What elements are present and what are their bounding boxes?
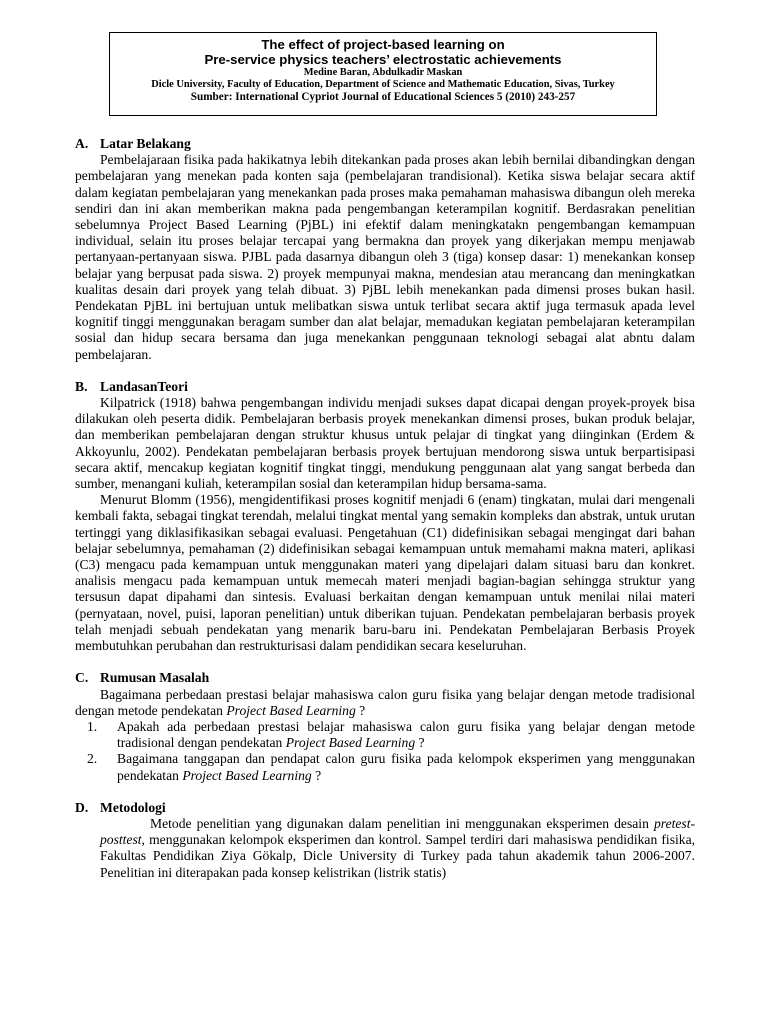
section-b-title: LandasanTeori (100, 378, 188, 394)
section-d-heading (75, 800, 695, 816)
section-c-heading (75, 670, 695, 686)
paper-title-line-2: Pre-service physics teachers’ electrostatic achievements (204, 52, 562, 67)
pretest-posttest-term: pretest-posttest (100, 815, 696, 848)
section-a-title: Latar Belakang (100, 136, 191, 151)
paper-affiliation: Dicle University, Faculty of Education, Department of Science and Mathematic Education, Sivas, Turkey (151, 79, 615, 90)
section-d-text-start: Metode penelitian yang digunakan dalam penelitian ini menggunakan eksperimen desain (150, 815, 649, 831)
list-item (75, 751, 695, 783)
section-c-intro (75, 687, 695, 719)
question-mark: ? (311, 767, 322, 783)
section-b-paragraph-1: Kilpatrick (1918) bahwa pengembangan individu menjadi sukses dapat dicapai dengan proyek-proyek bisa dilakukan oleh peserta didik. Pembelajaran berbasis proyek menekankan dimensi proses, bukan produk belajar, dan memberikan pembelajaran dengan struktur khusus untuk pelajar di tingkat yang diinginkan (Erdem & Akkoyunlu, 2002). Pendekatan pembelajaran berbasis proyek bertujuan mendorong siswa untuk berpartisipasi secara aktif, mencakup kegiatan kognitif tingkat tinggi, mendukung penggunaan alat yang sangat berbeda dan sumber, menangani kuliah, keterampilan sosial dan keterampilan hidup bersama-sama. (75, 395, 695, 492)
list-item (75, 719, 695, 751)
research-questions-list (75, 719, 695, 784)
section-b-heading (75, 379, 695, 395)
pbl-term: Project Based Learning (182, 767, 312, 783)
section-c-intro-text: Bagaimana perbedaan prestasi belajar mahasiswa calon guru fisika yang belajar dengan metode tradisional dengan metode pendekatan (75, 686, 695, 718)
section-c-letter: C. (75, 670, 89, 686)
question-1-number: 1. (87, 718, 98, 734)
section-d-paragraph (75, 816, 695, 881)
pbl-term: Project Based Learning (285, 735, 416, 751)
paper-source: Sumber: International Cypriot Journal of Educational Sciences 5 (2010) 243-257 (190, 91, 576, 103)
pbl-term: Project Based Learning (226, 702, 356, 718)
section-d-title: Metodologi (100, 799, 166, 815)
section-d-letter: D. (75, 799, 89, 815)
section-c-title: Rumusan Masalah (100, 670, 210, 686)
question-mark: ? (355, 702, 366, 718)
paper-citation-box (109, 32, 657, 116)
paper-title-line-1: The effect of project-based learning on (261, 37, 505, 52)
section-d-text-rest: , menggunakan kelompok eksperimen dan kontrol. Sampel terdiri dari mahasiswa pendidikan fisika, Fakultas Pendidikan Ziya Gökalp, Dicle University di Turkey pada tahun akademik tahun 2006-2007. Penelitian ini diterapakan pada konsep kelistrikan (listrik statis) (100, 832, 695, 880)
question-mark: ? (415, 735, 425, 751)
question-2-number: 2. (87, 751, 98, 767)
section-b-paragraph-2: Menurut Blomm (1956), mengidentifikasi proses kognitif menjadi 6 (enam) tingkatan, mulai dari mengenali kembali fakta, sebagai tingkat terendah, melalui tingkat mental yang semakin kompleks dan abstrak, untuk urutan tertinggi yang diklasifikasikan sebagai evaluasi. Pengetahuan (C1) didefinisikan sebagai mengingat dari bahan belajar sebelumnya, pemahaman (2) didefinisikan sebagai kemampuan untuk memahami makna materi, aplikasi (C3) mengacu pada kemampuan untuk menggunakan materi yang dipelajari dalam situasi baru dan konkret. analisis mengacu pada kemampuan untuk memecah materi menjadi bagian-bagian sehingga struktur yang tersusun dapat dipahami dan sintesis. Evaluasi berkaitan dengan kemampuan untuk menilai nilai materi (pernyataan, novel, puisi, laporan penelitian) untuk diberikan tujuan. Pendekatan pembelajaran berbasis proyek telah menjadi sebuah pendekatan yang menarik baru-baru ini. Pendekatan Pembelajaran Berbasis Proyek membutuhkan perubahan dan restrukturisasi dalam pendidikan secara keseluruhan. (75, 492, 695, 654)
section-b-letter: B. (75, 378, 88, 394)
question-2-text: Bagaimana tanggapan dan pendapat calon guru fisika pada kelompok eksperimen yang menggunakan pendekatan (117, 751, 695, 783)
section-a-heading (75, 136, 695, 152)
question-1-text: Apakah ada perbedaan prestasi belajar mahasiswa calon guru fisika yang belajar dengan metode tradisional dengan pendekatan (117, 718, 695, 751)
paper-authors: Medine Baran, Abdulkadir Maskan (303, 67, 463, 78)
section-a-paragraph: Pembelajaraan fisika pada hakikatnya lebih ditekankan pada proses akan lebih bernilai dibandingkan dengan pembelajaran yang menekan pada konten saja (pembelajaran trandisional). Ketika siswa belajar secara aktif dalam kegiatan pembelajaran yang menekankan pada proses maka pemahaman mahasiswa dibangun oleh mereka sendiri dan ini akan memberikan makna pada pengembangan keterampilan kognitif. Berdasrakan penelitian sebelumnya Project Based Learning (PjBL) ini efektif dalam meningkatakn pengembangan kemampuan individual, selain itu proses belajar tercapai yang bermakna dan proyek yang dikerjakan mempu menjawab pertanyaan-pertanyaan siswa. PJBL pada dasarnya dibangun oleh 3 (tiga) konsep dasar: 1) menekankan konsep belajar yang berpusat pada siswa. 2) proyek mempunyai makna, mendesian atau merancang dan meningkatkan kualitas desain dari proyek yang telah dibuat. 3) PjBL lebih menekankan pada dimensi proses bukan hasil. Pendekatan PjBL ini bertujuan untuk melibatkan siswa untuk terlibat secara aktif juga termasuk apada level kognitif tinggi menggunakan beragam sumber dan alat belajar, memadukan kegiatan pembelajaran keterampilan sosial dan hidup secara bersama dan juga menekankan penggunaan teknologi sebagai alat abntu dalam pembelajaran. (75, 152, 695, 362)
section-a-letter: A. (75, 136, 89, 151)
document-body (75, 136, 695, 881)
